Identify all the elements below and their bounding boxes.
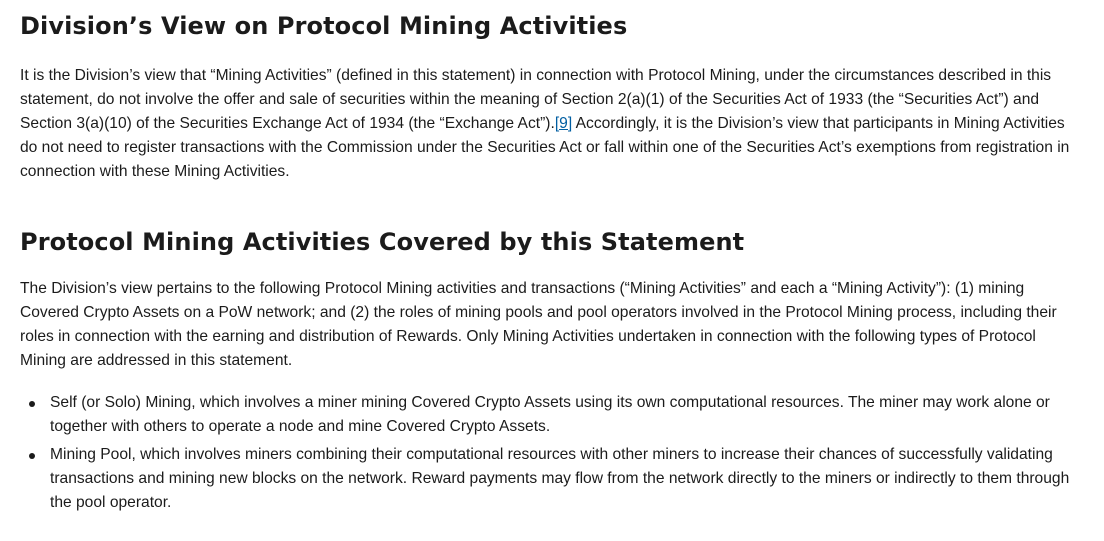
mining-types-list <box>20 391 1084 515</box>
list-item-mining-pool <box>50 443 1084 515</box>
section-heading-divisions-view: Division’s View on Protocol Mining Activities <box>20 12 628 40</box>
bullet-icon <box>29 453 35 459</box>
list-item-text: Self (or Solo) Mining, which involves a miner mining Covered Crypto Assets using its own computational resources. The miner may work alone or together with others to operate a node and mine Covered Crypto Assets. <box>50 394 1050 435</box>
paragraph-text-after-footnote: Accordingly, it is the Division’s view that participants in Mining Activities do not need to register transactions with the Commission under the Securities Act or fall within one of the Securities Act’s exemptions from registration in connection with these Mining Activities. <box>20 115 1070 180</box>
bullet-icon <box>29 401 35 407</box>
paragraph-text-before-footnote: It is the Division’s view that “Mining Activities” (defined in this statement) in connection with Protocol Mining, under the circumstances described in this statement, do not involve the offer and sale of securities within the meaning of Section 2(a)(1) of the Securities Act of 1933 (the “Securities Act”) and Section 3(a)(10) of the Securities Exchange Act of 1934 (the “Exchange Act”). <box>20 67 1052 132</box>
footnote-9-link[interactable]: [9] <box>554 115 573 132</box>
activities-covered-paragraph: The Division’s view pertains to the following Protocol Mining activities and transactions (“Mining Activities” and each a “Mining Activity”): (1) mining Covered Crypto Assets on a PoW network; and (2) the roles of mining pools and pool operators involved in the Protocol Mining process, including their roles in connection with the earning and distribution of Rewards. Only Mining Activities undertaken in connection with the following types of Protocol Mining are addressed in this statement. <box>20 280 1057 369</box>
section-heading-activities-covered: Protocol Mining Activities Covered by this Statement <box>20 228 745 256</box>
list-item-text: Mining Pool, which involves miners combining their computational resources with other miners to increase their chances of successfully validating transactions and mining new blocks on the network. Reward payments may flow from the network directly to the miners or indirectly to them through the pool operator. <box>50 446 1070 511</box>
divisions-view-paragraph <box>20 64 1084 184</box>
list-item-self-mining <box>50 391 1084 439</box>
